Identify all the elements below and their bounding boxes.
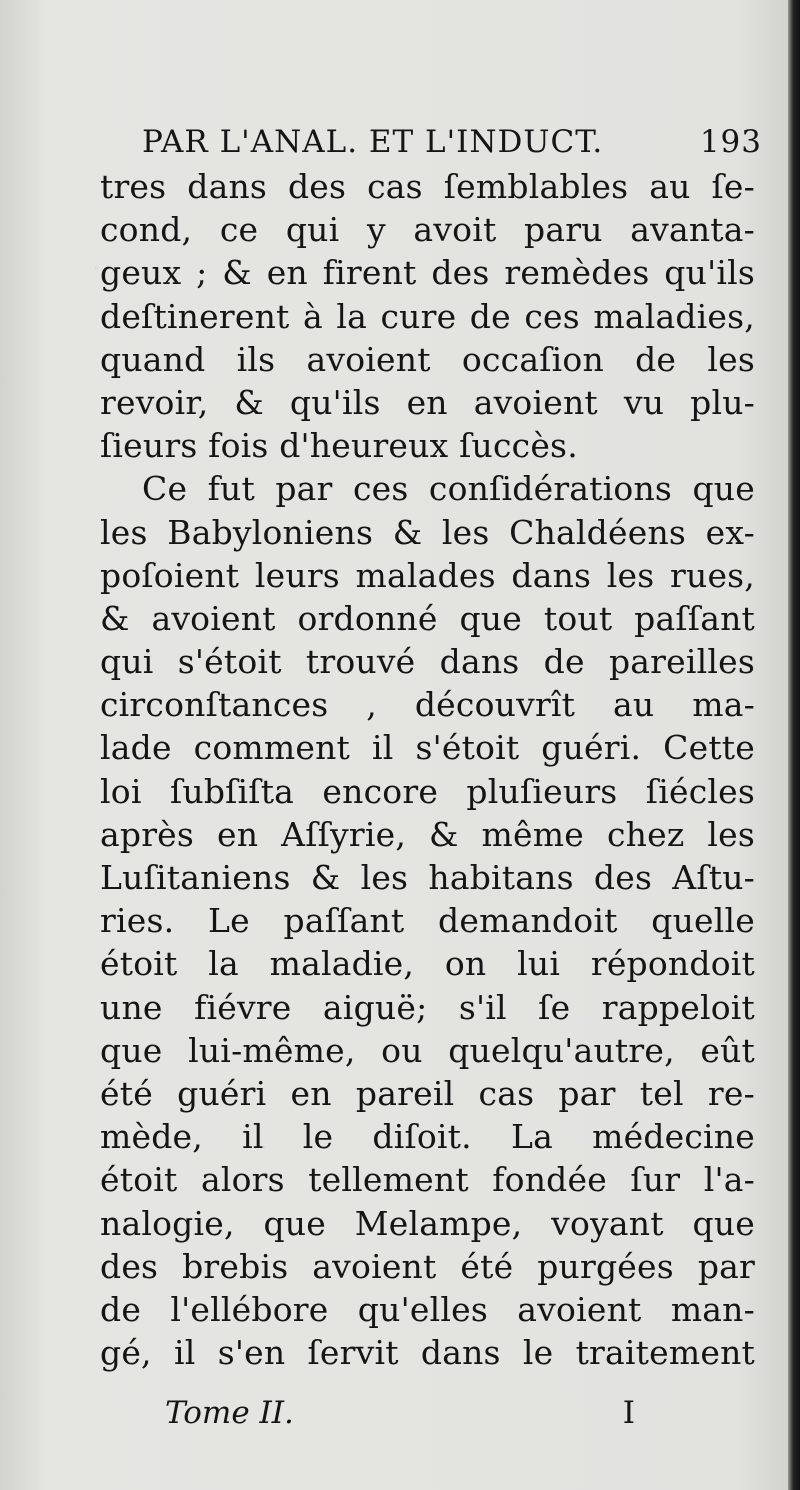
page-edge-shadow: [788, 0, 800, 1490]
text-line: les Babyloniens & les Chaldéens ex-: [100, 512, 755, 552]
text-line: cond, ce qui y avoit paru avanta-: [100, 210, 755, 250]
text-line: gé, il s'en ſervit dans le traitement: [100, 1333, 755, 1373]
running-head: PAR L'ANAL. ET L'INDUCT.: [142, 124, 604, 160]
page-number: 193: [699, 124, 762, 160]
text-line: des brebis avoient été purgées par: [100, 1246, 755, 1286]
paragraph-first-line: Ce fut par ces conſidérations que: [142, 469, 755, 509]
text-line: mède, il le diſoit. La médecine: [100, 1117, 755, 1157]
signature-mark: I: [622, 1395, 635, 1431]
page-header: [142, 124, 762, 166]
text-line: poſoient leurs malades dans les rues,: [100, 555, 755, 595]
volume-label: Tome II.: [165, 1395, 294, 1431]
text-line: été guéri en pareil cas par tel re-: [100, 1073, 755, 1113]
text-line: nalogie, que Melampe, voyant que: [100, 1203, 755, 1243]
text-line: qui s'étoit trouvé dans de pareilles: [100, 642, 755, 682]
text-line: de l'ellébore qu'elles avoient man-: [100, 1289, 755, 1329]
text-line: étoit la maladie, on lui répondoit: [100, 944, 755, 984]
text-line: après en Aſſyrie, & même chez les: [100, 814, 755, 854]
text-line: tres dans des cas ſemblables au ſe-: [100, 167, 755, 206]
text-line: circonſtances , découvrît au ma-: [100, 685, 755, 725]
text-line: Luſitaniens & les habitans des Aſtu-: [100, 858, 755, 897]
text-line: que lui-même, ou quelqu'autre, eût: [100, 1030, 755, 1070]
body-text: [100, 165, 755, 1374]
text-line: & avoient ordonné que tout paſſant: [100, 598, 755, 638]
text-line: ries. Le paſſant demandoit quelle: [100, 901, 755, 941]
page-footer: [165, 1395, 635, 1435]
text-line: loi ſubſiſta encore pluſieurs ſiécles: [100, 771, 755, 811]
text-line: geux ; & en firent des remèdes qu'ils: [100, 253, 755, 293]
text-line: ſieurs fois d'heureux ſuccès.: [100, 426, 578, 466]
text-line: deſtinerent à la cure de ces maladies,: [100, 296, 755, 336]
text-line: une fiévre aiguë; s'il ſe rappeloit: [100, 987, 755, 1027]
text-line: étoit alors tellement fondée ſur l'a-: [100, 1160, 755, 1200]
text-line: quand ils avoient occaſion de les: [100, 339, 755, 379]
text-line: revoir, & qu'ils en avoient vu plu-: [100, 382, 755, 422]
text-line: lade comment il s'étoit guéri. Cette: [100, 728, 755, 768]
